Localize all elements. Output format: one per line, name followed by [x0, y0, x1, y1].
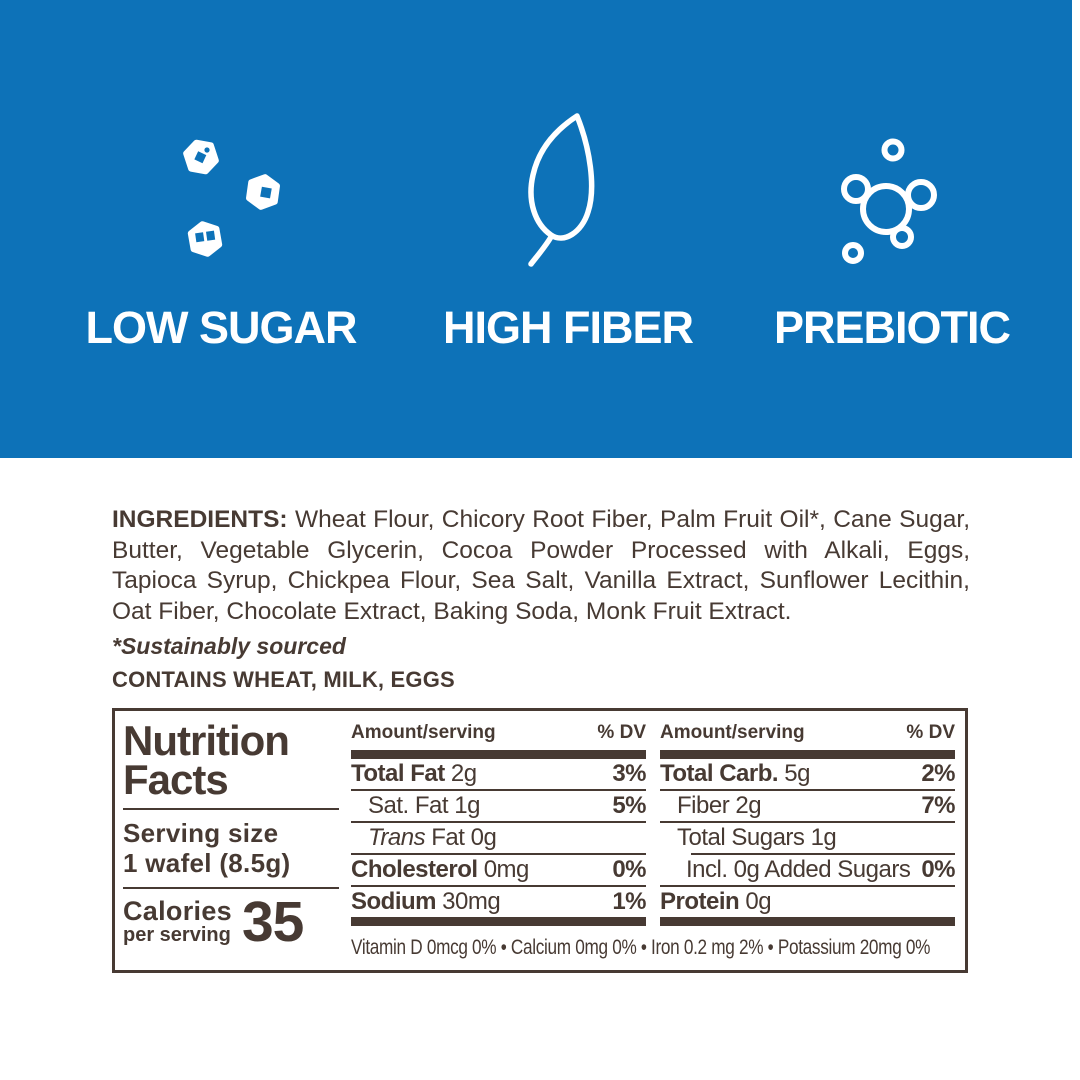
nutrition-column-carb: [660, 721, 955, 926]
divider: [123, 887, 339, 889]
calories: [123, 890, 339, 954]
sugar-cubes-icon: [121, 102, 321, 302]
calories-sublabel: per serving: [123, 924, 231, 946]
row-fiber: Fiber 2g 7%: [677, 792, 955, 819]
thick-bar: [660, 750, 955, 759]
row-total-sugars: Total Sugars 1g: [677, 824, 837, 851]
allergen-statement: CONTAINS WHEAT, MILK, EGGS: [112, 667, 455, 692]
row-total-fat: Total Fat 2g 3%: [351, 760, 646, 787]
thick-bar: [351, 750, 646, 759]
column-header: Amount/serving % DV: [660, 722, 955, 743]
nutrition-column-fat: [351, 721, 646, 926]
row-cholesterol: Cholesterol 0mg 0%: [351, 856, 646, 883]
feature-high-fiber: [398, 0, 738, 458]
nutrition-facts-panel: [112, 708, 968, 973]
column-header: Amount/serving % DV: [351, 722, 646, 743]
thick-bar: [660, 917, 955, 926]
calories-value: 35: [241, 890, 304, 954]
row-sat-fat: Sat. Fat 1g 5%: [368, 792, 646, 819]
feature-low-sugar: [51, 0, 391, 458]
feature-prebiotic: [722, 0, 1062, 458]
nutrition-facts-title: Nutrition Facts: [123, 717, 289, 803]
row-protein: Protein 0g: [660, 888, 772, 915]
ingredients-label: INGREDIENTS:: [112, 506, 288, 533]
nutrition-summary-column: [123, 717, 351, 962]
molecule-icon: [792, 102, 992, 302]
feature-label-low-sugar: LOW SUGAR: [85, 302, 357, 353]
vitamins-minerals-footnote: Vitamin D 0mcg 0% • Calcium 0mg 0% • Iron 0.2 mg 2% • Potassium 20mg 0%: [351, 935, 931, 959]
thick-bar: [351, 917, 646, 926]
nutrition-detail-area: [351, 721, 955, 962]
ingredients-text: INGREDIENTS: Wheat Flour, Chicory Root Fiber, Palm Fruit Oil*, Cane Sugar, Butter, Vegetable Glycerin, Cocoa Powder Processed with Alkali, Eggs, Tapioca Syrup, Chickpea Flour, Sea Salt, Vanilla Extract, Sunflower Lecithin, Oat Fiber, Chocolate Extract, Baking Soda, Monk Fruit Extract.: [112, 506, 970, 625]
ingredients-section: [112, 505, 970, 693]
leaf-icon: [468, 102, 668, 302]
feature-banner: [0, 0, 1072, 458]
calories-label: Calories: [123, 896, 232, 926]
sustainably-sourced-note: *Sustainably sourced: [112, 633, 346, 659]
row-total-carb: Total Carb. 5g 2%: [660, 760, 955, 787]
serving-size: Serving size 1 wafel (8.5g): [123, 818, 291, 878]
feature-label-high-fiber: HIGH FIBER: [442, 302, 693, 353]
feature-label-prebiotic: PREBIOTIC: [773, 302, 1011, 353]
row-added-sugars: Incl. 0g Added Sugars 0%: [686, 856, 955, 883]
row-sodium: Sodium 30mg 1%: [351, 888, 646, 915]
row-trans-fat: Trans Fat 0g: [368, 824, 497, 851]
divider: [123, 808, 339, 810]
